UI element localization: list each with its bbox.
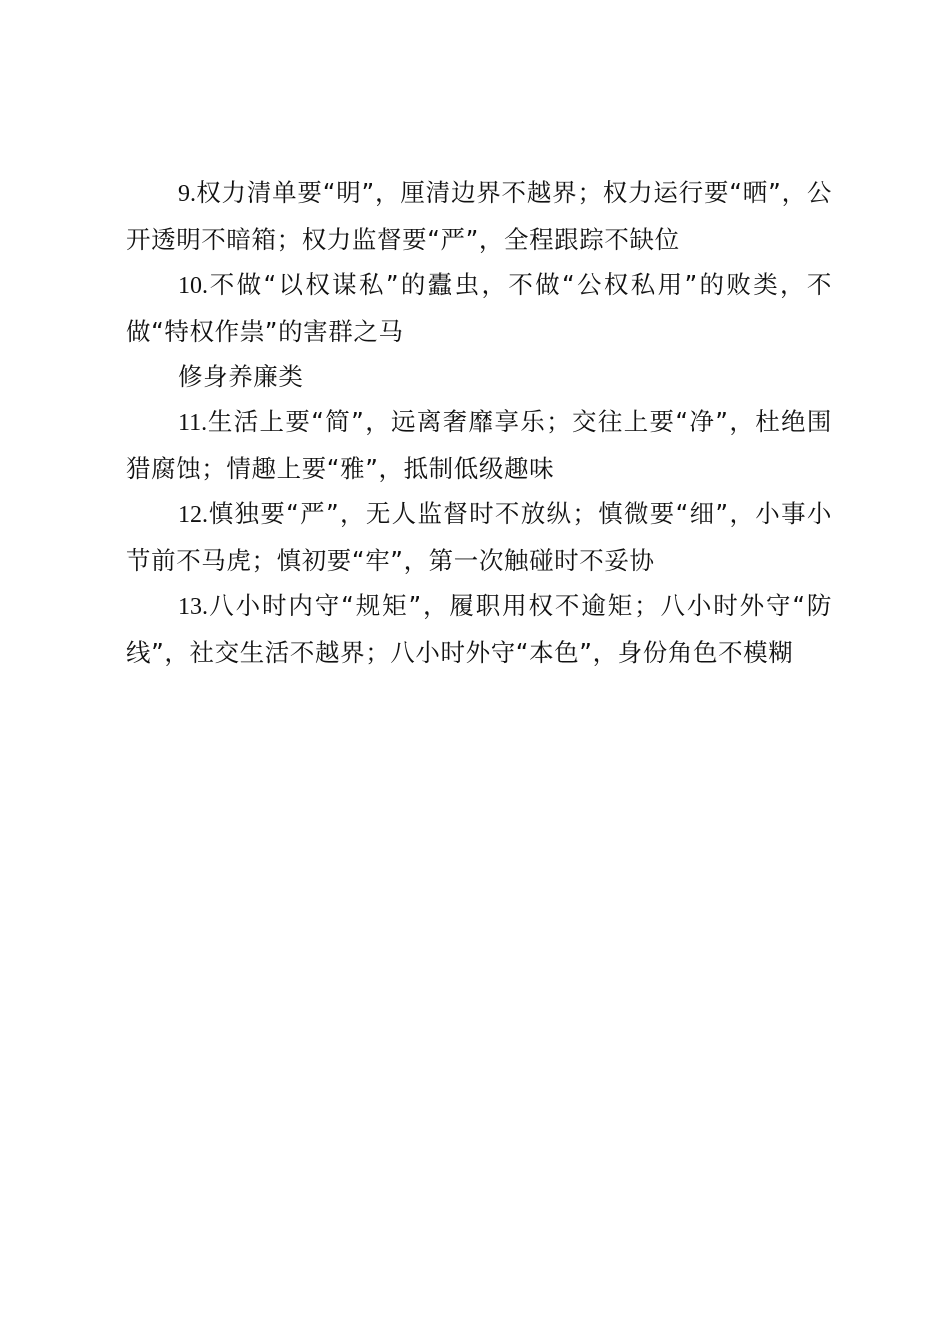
list-item-11 <box>126 399 832 491</box>
section-heading: 修身养廉类 <box>178 362 304 391</box>
item-text: 生活上要“简”，远离奢靡享乐；交往上要“净”，杜绝围猎腐蚀；情趣上要“雅”，抵制低级趣味 <box>126 407 832 483</box>
item-number: 10. <box>178 273 208 299</box>
item-text: 权力清单要“明”，厘清边界不越界；权力运行要“晒”，公开透明不暗箱；权力监督要“严”，全程跟踪不缺位 <box>126 178 832 254</box>
item-number: 11. <box>178 410 208 436</box>
item-number: 12. <box>178 502 208 528</box>
item-text: 不做“以权谋私”的蠹虫，不做“公权私用”的败类，不做“特权作祟”的害群之马 <box>126 270 832 346</box>
item-text: 八小时内守“规矩”，履职用权不逾矩；八小时外守“防线”，社交生活不越界；八小时外守“本色”，身份角色不模糊 <box>126 591 832 667</box>
list-item-9 <box>126 170 832 262</box>
document-page <box>126 170 832 675</box>
list-item-10 <box>126 262 832 354</box>
list-item-13 <box>126 583 832 675</box>
item-text: 慎独要“严”，无人监督时不放纵；慎微要“细”，小事小节前不马虎；慎初要“牢”，第一次触碰时不妥协 <box>126 499 832 575</box>
list-item-12 <box>126 491 832 583</box>
item-number: 9. <box>178 181 196 207</box>
item-number: 13. <box>178 594 208 620</box>
